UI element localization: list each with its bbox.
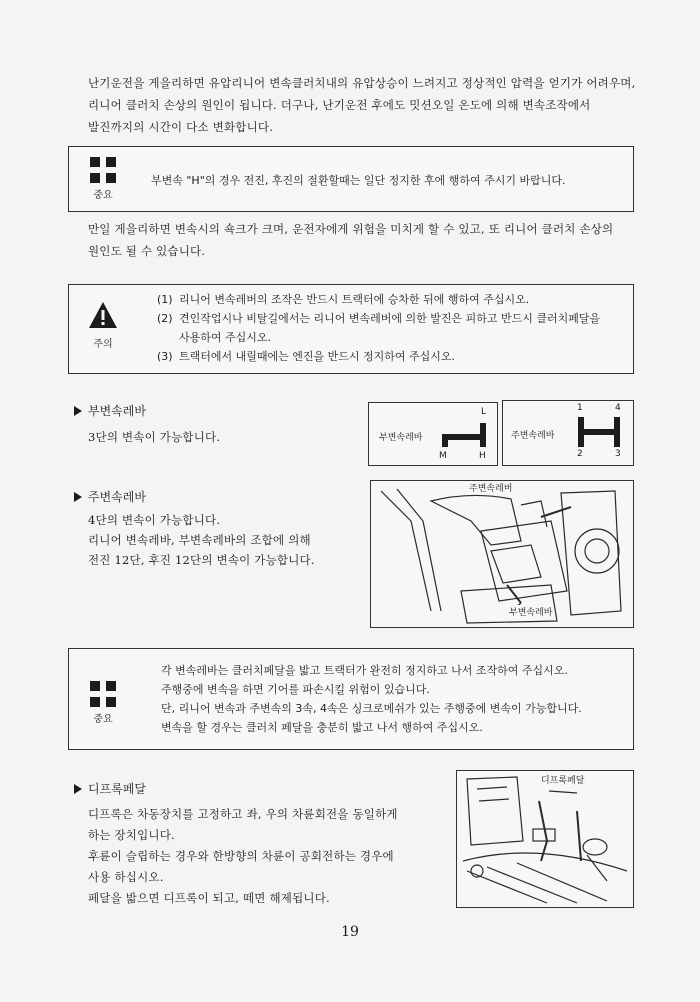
caution-item-number: (2) [157,312,173,325]
caution-item-text: 사용하여 주십시오. [179,331,272,344]
intro-line: 리니어 클러치 손상의 원인이 됩니다. 더구나, 난기운전 후에도 밋션오일 온도에 의해 변속조작에서 [88,98,591,112]
main-shift-heading [74,488,146,505]
note-line: 주행중에 변속을 하면 기어를 파손시킬 위험이 있습니다. [161,683,430,696]
caution-item-number: (1) [157,293,173,306]
main-shift-diagram-label: 주변속레바 [511,431,555,441]
tractor-cabin-illustration [371,481,633,627]
caution-label: 주의 [93,339,113,350]
diff-lock-line: 사용 하십시오. [88,870,164,884]
bullet-triangle-icon [74,492,82,502]
sub-shift-heading-text: 부변속레바 [88,404,146,418]
intro-line: 발진까지의 시간이 다소 변화합니다. [88,120,274,134]
diff-lock-line: 디프록은 차동장치를 고정하고 좌, 우의 차륜회전을 동일하게 [88,807,398,821]
caution-item-number: (3) [157,350,173,363]
caution-item [157,309,600,347]
main-shift-diagram [502,400,634,466]
caution-box [68,284,634,374]
diff-lock-line: 후륜이 슬립하는 경우와 한방향의 차륜이 공회전하는 경우에 [88,849,394,863]
important-badge [83,157,123,201]
intro-line: 난기운전을 게을리하면 유압리니어 변속클러치내의 유압상승이 느려지고 정상적인 압력을 얻기가 어려우며, [88,76,636,90]
important-label: 중요 [93,714,113,725]
caution-item [157,347,600,366]
diff-lock-paragraph [88,804,398,909]
tractor-shift-figure [370,480,634,628]
main-shift-paragraph [88,510,315,570]
gate-label-2: 2 [577,449,583,459]
gate-label-4: 4 [615,403,621,413]
caution-item-text: 리니어 변속레버의 조작은 반드시 트랙터에 승차한 뒤에 행하여 주십시오. [179,293,530,306]
caution-badge [83,301,123,350]
paragraph-line: 만일 게을리하면 변속시의 쇽크가 크며, 운전자에게 위험을 미치게 할 수 있고, 또 리니어 클러치 손상의 [88,222,614,236]
warning-triangle-icon [88,301,118,329]
bullet-triangle-icon [74,406,82,416]
note-line: 변속을 할 경우는 클러치 페달을 충분히 밟고 나서 행하여 주십시오. [161,721,483,734]
main-shift-line: 전진 12단, 후진 12단의 변속이 가능합니다. [88,553,315,567]
important-note-text: 부변속 "H"의 경우 전진, 후진의 절환할때는 일단 정지한 후에 행하여 주시기 바랍니다. [151,174,566,187]
cross-icon [90,681,116,707]
sub-shift-diagram [368,402,498,466]
main-shift-lever-callout: 주변속레버 [469,481,512,494]
important-label: 중요 [93,190,113,201]
sub-shift-text: 3단의 변속이 가능합니다. [88,430,221,444]
gate-label-m: M [439,451,447,461]
diff-lock-figure [456,770,634,908]
diff-lock-pedal-illustration [457,771,633,907]
main-shift-line: 4단의 변속이 가능합니다. [88,513,221,527]
important-note-box-2 [68,648,634,750]
gate-label-h: H [479,451,486,461]
gate-label-1: 1 [577,403,583,413]
diff-lock-line: 하는 장치입니다. [88,828,175,842]
important-note-box [68,146,634,212]
caution-item-text: 견인작업시나 비탈길에서는 리니어 변속레버에 의한 발진은 피하고 반드시 클러치페달을 [179,312,601,325]
caution-item-text: 트랙터에서 내릴때에는 엔진을 반드시 정지하여 주십시오. [179,350,456,363]
intro-paragraph [88,72,635,138]
note-line: 단, 리니어 변속과 주변속의 3속, 4속은 싱크로메쉬가 있는 주행중에 변속이 가능합니다. [161,702,582,715]
shift-gate-l-pattern [439,419,489,451]
gate-label-l: L [481,407,487,417]
bullet-triangle-icon [74,784,82,794]
cross-icon [90,157,116,183]
main-shift-heading-text: 주변속레바 [88,490,146,504]
warning-paragraph [88,218,613,262]
shift-gate-h-pattern [573,415,625,449]
diff-lock-line: 페달을 밟으면 디프록이 되고, 떼면 해제됩니다. [88,891,330,905]
page-number: 19 [341,924,359,940]
main-shift-line: 리니어 변속레바, 부변속레바의 조합에 의해 [88,533,311,547]
caution-list [157,290,600,366]
sub-shift-lever-callout: 부변속레바 [509,605,552,618]
paragraph-line: 원인도 될 수 있습니다. [88,244,206,258]
important-note-text [161,661,582,737]
sub-shift-heading [74,402,146,419]
diff-lock-pedal-callout: 디프록페달 [541,773,584,786]
gate-label-3: 3 [615,449,621,459]
diff-lock-heading-text: 디프록페달 [88,782,146,796]
important-badge [83,681,123,725]
note-line: 각 변속레바는 클러치페달을 밟고 트랙터가 완전히 정지하고 나서 조작하여 주십시오. [161,664,568,677]
diff-lock-heading [74,780,146,797]
caution-item [157,290,600,309]
sub-shift-diagram-label: 부변속레바 [379,433,423,443]
